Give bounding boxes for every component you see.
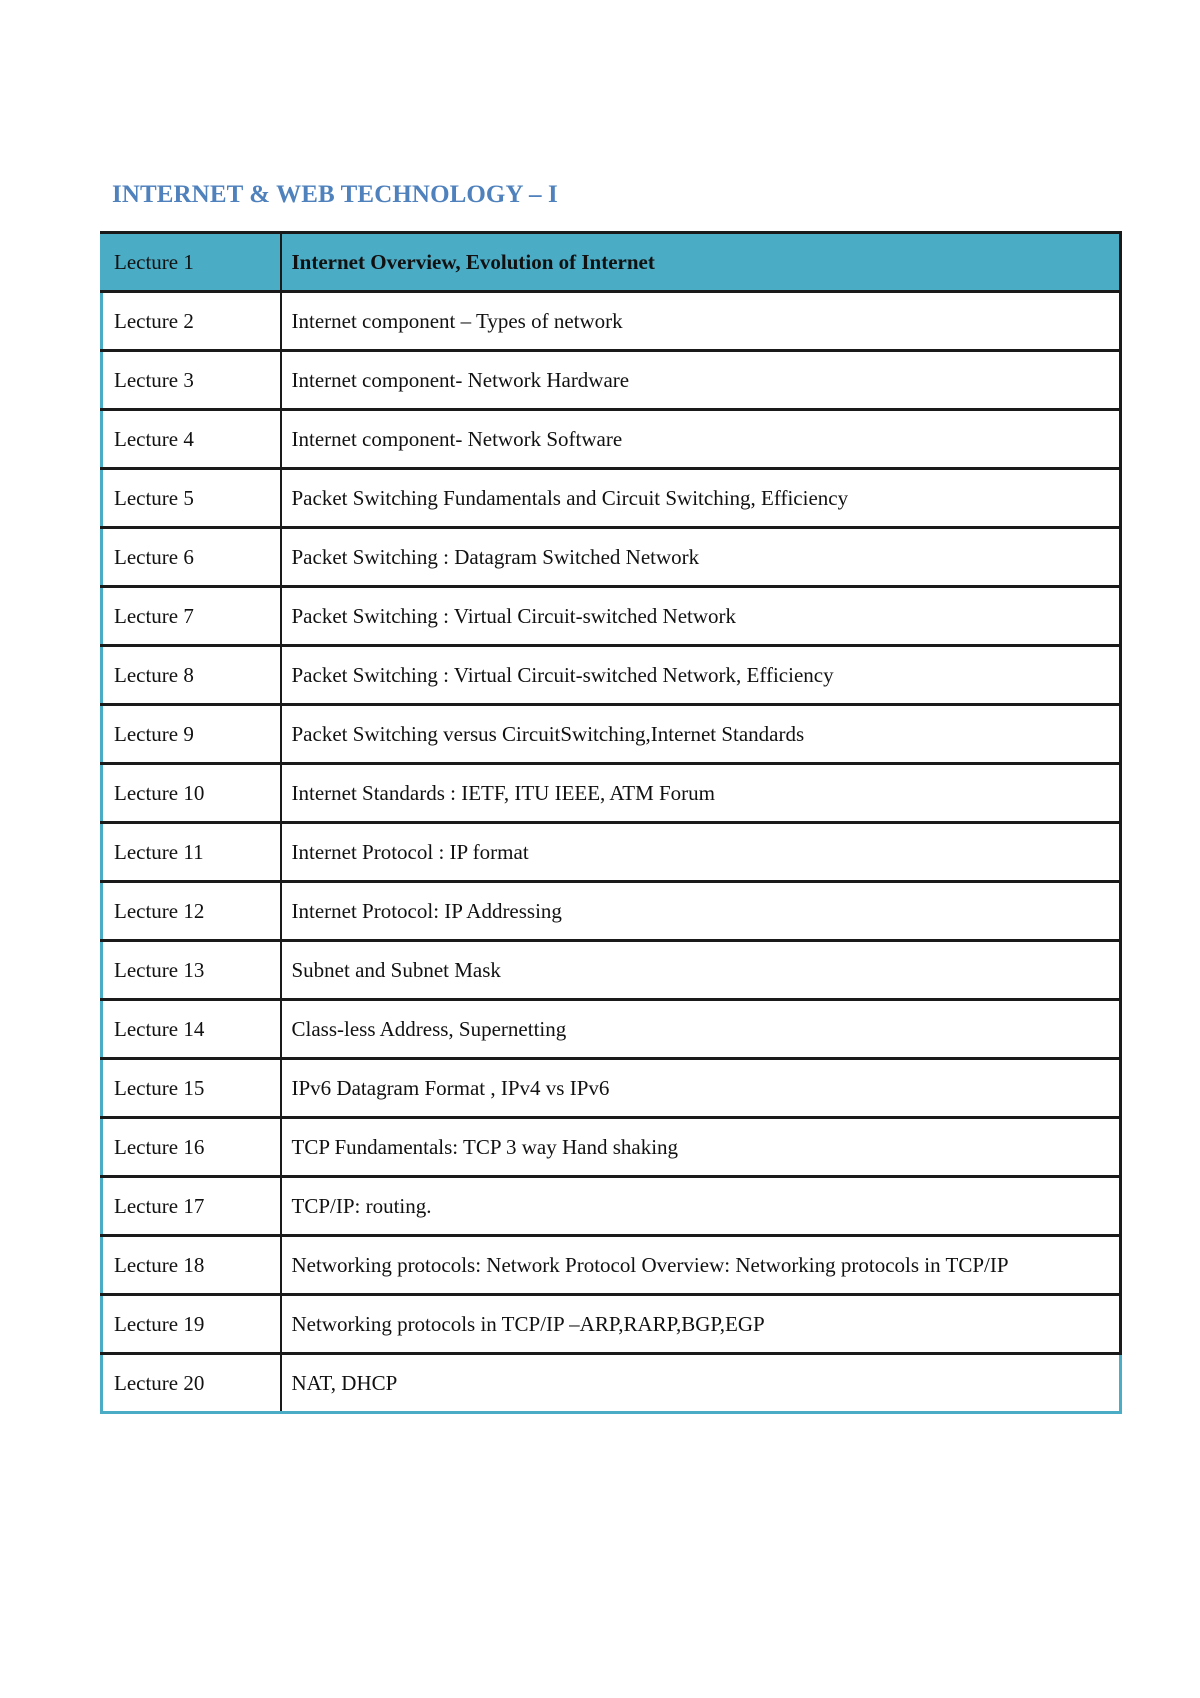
table-row: [102, 882, 1121, 941]
table-row: [102, 764, 1121, 823]
table-row: [102, 233, 1121, 292]
lecture-number: Lecture 11: [102, 823, 281, 882]
lecture-topic: Packet Switching versus CircuitSwitching,Internet Standards: [281, 705, 1121, 764]
lecture-number: Lecture 3: [102, 351, 281, 410]
lecture-topic: NAT, DHCP: [281, 1354, 1121, 1413]
table-row: [102, 941, 1121, 1000]
lecture-topic: Packet Switching Fundamentals and Circuit Switching, Efficiency: [281, 469, 1121, 528]
lecture-number: Lecture 7: [102, 587, 281, 646]
lecture-topic: Internet component – Types of network: [281, 292, 1121, 351]
lecture-topic: Networking protocols in TCP/IP –ARP,RARP,BGP,EGP: [281, 1295, 1121, 1354]
table-row: [102, 469, 1121, 528]
table-row: [102, 410, 1121, 469]
lecture-topic: Packet Switching : Virtual Circuit-switched Network: [281, 587, 1121, 646]
lecture-number: Lecture 10: [102, 764, 281, 823]
lecture-number: Lecture 1: [102, 233, 281, 292]
lecture-topic: Subnet and Subnet Mask: [281, 941, 1121, 1000]
lecture-number: Lecture 4: [102, 410, 281, 469]
lecture-number: Lecture 18: [102, 1236, 281, 1295]
lecture-number: Lecture 14: [102, 1000, 281, 1059]
lecture-number: Lecture 12: [102, 882, 281, 941]
lecture-number: Lecture 19: [102, 1295, 281, 1354]
table-row: [102, 587, 1121, 646]
lecture-topic: Packet Switching : Virtual Circuit-switched Network, Efficiency: [281, 646, 1121, 705]
table-row: [102, 1236, 1121, 1295]
lecture-number: Lecture 5: [102, 469, 281, 528]
lecture-topic: IPv6 Datagram Format , IPv4 vs IPv6: [281, 1059, 1121, 1118]
table-row: [102, 292, 1121, 351]
lecture-number: Lecture 2: [102, 292, 281, 351]
lecture-topic: Internet Protocol: IP Addressing: [281, 882, 1121, 941]
lecture-topic: Internet Standards : IETF, ITU IEEE, ATM Forum: [281, 764, 1121, 823]
lecture-topic: Class-less Address, Supernetting: [281, 1000, 1121, 1059]
lecture-number: Lecture 20: [102, 1354, 281, 1413]
lecture-number: Lecture 13: [102, 941, 281, 1000]
table-row: [102, 646, 1121, 705]
lecture-topic: Packet Switching : Datagram Switched Network: [281, 528, 1121, 587]
lecture-number: Lecture 17: [102, 1177, 281, 1236]
lecture-number: Lecture 9: [102, 705, 281, 764]
lecture-number: Lecture 16: [102, 1118, 281, 1177]
table-row: [102, 1118, 1121, 1177]
lecture-topic: Internet Protocol : IP format: [281, 823, 1121, 882]
lecture-number: Lecture 6: [102, 528, 281, 587]
lecture-number: Lecture 8: [102, 646, 281, 705]
lecture-topic: Internet component- Network Hardware: [281, 351, 1121, 410]
table-row: [102, 1295, 1121, 1354]
lecture-topic: TCP/IP: routing.: [281, 1177, 1121, 1236]
table-row: [102, 1000, 1121, 1059]
lecture-topic: Networking protocols: Network Protocol Overview: Networking protocols in TCP/IP: [281, 1236, 1121, 1295]
lecture-number: Lecture 15: [102, 1059, 281, 1118]
lecture-schedule-table: [100, 231, 1122, 1414]
table-row: [102, 528, 1121, 587]
document-title: INTERNET & WEB TECHNOLOGY – I: [112, 181, 558, 208]
table-row: [102, 823, 1121, 882]
lecture-topic: TCP Fundamentals: TCP 3 way Hand shaking: [281, 1118, 1121, 1177]
table-row: [102, 1059, 1121, 1118]
table-row: [102, 1354, 1121, 1413]
table-row: [102, 351, 1121, 410]
table-row: [102, 705, 1121, 764]
lecture-topic: Internet Overview, Evolution of Internet: [281, 233, 1121, 292]
lecture-topic: Internet component- Network Software: [281, 410, 1121, 469]
table-row: [102, 1177, 1121, 1236]
